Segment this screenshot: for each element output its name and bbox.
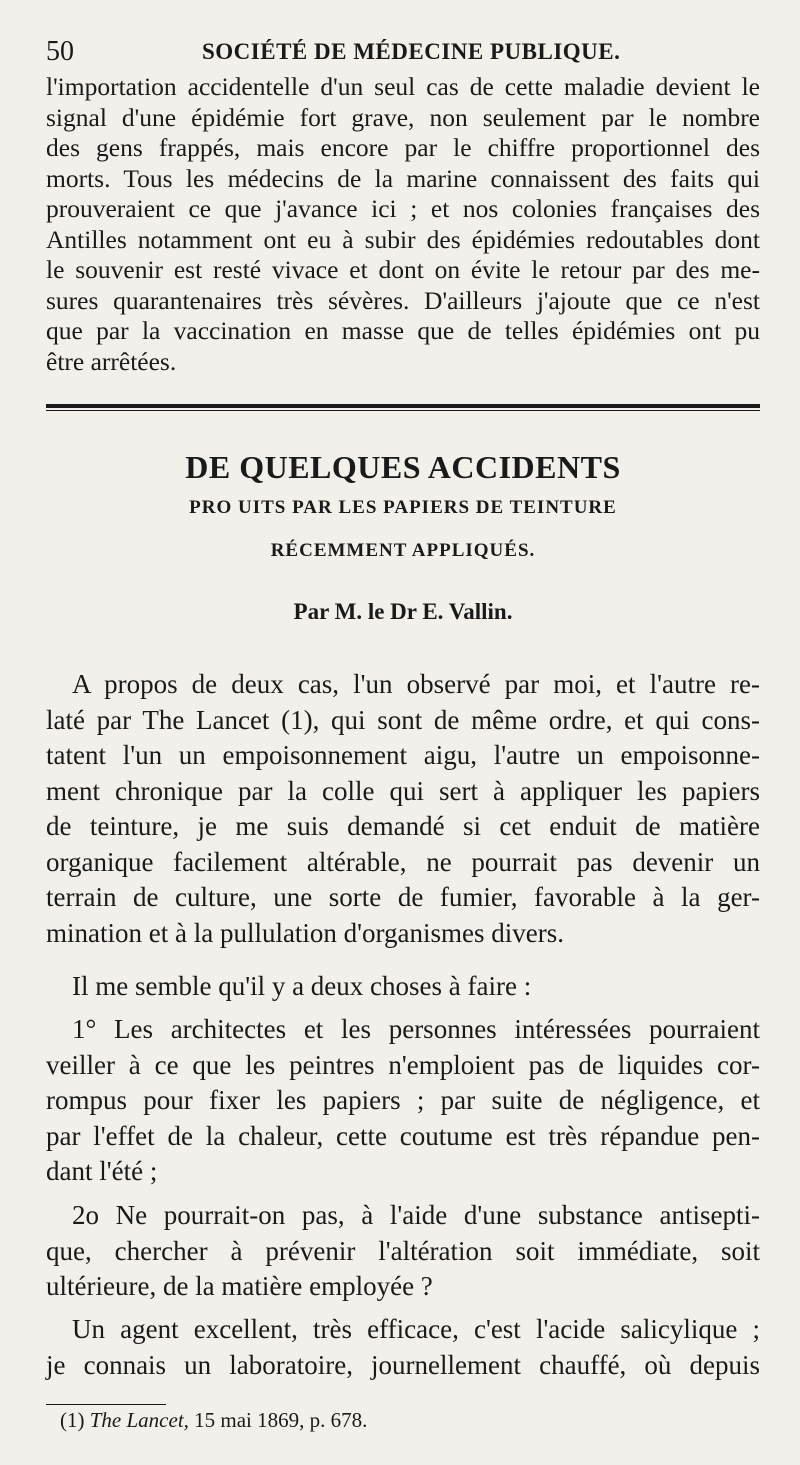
intro-line: le souvenir est resté vivace et dont on évite le retour par des me- bbox=[46, 255, 760, 284]
body-line: 2o Ne pourrait-on pas, à l'aide d'une substance antisepti- bbox=[72, 1200, 760, 1230]
body-line: je connais un laboratoire, journellement chauffé, où depuis bbox=[46, 1349, 760, 1380]
footnote-source: The Lancet, bbox=[89, 1408, 189, 1432]
article-subtitle-line2: RÉCEMMENT APPLIQUÉS. bbox=[270, 540, 536, 561]
article-title: DE QUELQUES ACCIDENTS bbox=[185, 449, 621, 485]
page-number: 50 bbox=[46, 36, 74, 67]
footnote-rule bbox=[46, 1404, 166, 1405]
body-line: de teinture, je me suis demandé si cet enduit de matière bbox=[46, 811, 760, 841]
footnote-marker: (1) bbox=[60, 1408, 85, 1432]
intro-line: signal d'une épidémie fort grave, non seulement par le nombre bbox=[46, 102, 760, 132]
body-line: par l'effet de la chaleur, cette coutume est très répandue pen- bbox=[46, 1120, 760, 1151]
intro-line: être arrêtées. bbox=[46, 346, 177, 376]
intro-line: morts. Tous les médecins de la marine connaissent des faits qui bbox=[46, 163, 760, 193]
intro-line: que par la vaccination en masse que de telles épidémies ont pu bbox=[46, 316, 760, 345]
body-line: veiller à ce que les peintres n'emploient pas de liquides cor- bbox=[46, 1049, 760, 1080]
running-head bbox=[46, 34, 760, 70]
body-line: ultérieure, de la matière employée ? bbox=[46, 1271, 433, 1301]
footnote-detail: 15 mai 1869, p. 678. bbox=[194, 1408, 368, 1432]
body-line: que, chercher à prévenir l'altération soit immédiate, soit bbox=[46, 1235, 760, 1266]
body-line: organique facilement altérable, ne pourrait pas devenir un bbox=[46, 846, 760, 877]
intro-line: sures quarantenaires très sévères. D'ailleurs j'ajoute que ce n'est bbox=[46, 285, 760, 315]
body-line: rompus pour fixer les papiers ; par suite de négligence, et bbox=[46, 1085, 760, 1115]
section-separator bbox=[46, 404, 760, 408]
body-line: Il me semble qu'il y a deux choses à faire : bbox=[72, 971, 532, 1001]
intro-line: l'importation accidentelle d'un seul cas de cette maladie devient le bbox=[46, 72, 760, 101]
body-line: terrain de culture, une sorte de fumier, favorable à la ger- bbox=[46, 882, 760, 912]
body-line: dant l'été ; bbox=[46, 1156, 158, 1186]
footnote bbox=[60, 1406, 760, 1434]
section-separator-thin bbox=[46, 410, 760, 411]
body-line: laté par The Lancet (1), qui sont de même ordre, et qui cons- bbox=[46, 704, 760, 735]
author-byline: Par M. le Dr E. Vallin. bbox=[293, 599, 513, 624]
intro-line: prouveraient ce que j'avance ici ; et nos colonies françaises des bbox=[46, 194, 760, 223]
body-line: ment chronique par la colle qui sert à appliquer les papiers bbox=[46, 775, 760, 806]
article-subtitle: PRO UITS PAR LES PAPIERS DE TEINTURE bbox=[189, 497, 617, 518]
body-line: mination et à la pullulation d'organismes divers. bbox=[46, 917, 565, 948]
intro-line: Antilles notamment ont eu à subir des épidémies redoutables dont bbox=[46, 224, 760, 254]
body-line: A propos de deux cas, l'un observé par moi, et l'autre re- bbox=[72, 669, 760, 699]
body-line: Un agent excellent, très efficace, c'est l'acide salicylique ; bbox=[72, 1314, 760, 1344]
journal-title: SOCIÉTÉ DE MÉDECINE PUBLIQUE. bbox=[202, 39, 621, 64]
intro-line: des gens frappés, mais encore par le chiffre proportionnel des bbox=[46, 133, 760, 162]
body-line: tatent l'un un empoisonnement aigu, l'autre un empoisonne- bbox=[46, 740, 760, 770]
body-line: 1° Les architectes et les personnes intéressées pourraient bbox=[72, 1014, 760, 1044]
